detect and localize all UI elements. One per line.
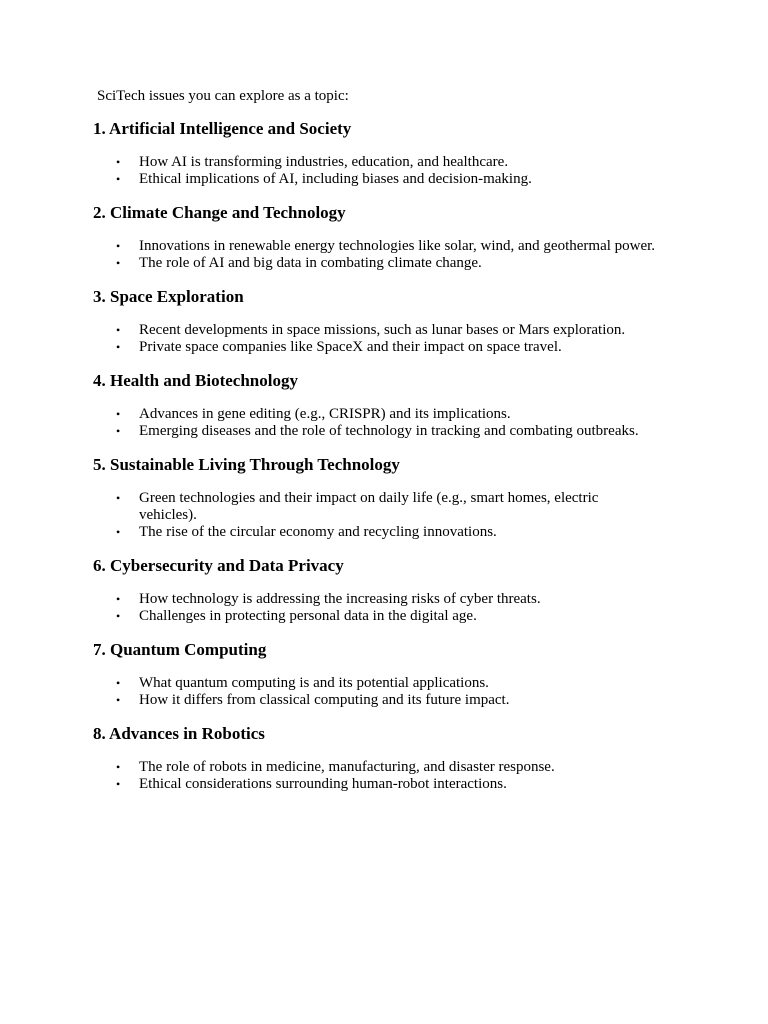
bullet-list [93,675,693,709]
section-quantum-computing [93,640,693,709]
list-item [93,692,693,709]
list-item [93,423,693,440]
bullet-icon: • [116,424,121,438]
list-item-text: Recent developments in space missions, such as lunar bases or Mars exploration. [139,322,626,338]
list-item [93,406,693,423]
bullet-icon: • [116,693,121,707]
section-health-biotech [93,371,693,440]
list-item [93,171,693,188]
list-item-text: The role of AI and big data in combating climate change. [139,255,482,271]
bullet-list [93,759,693,793]
bullet-icon: • [116,323,121,337]
list-item-text: Ethical considerations surrounding human-robot interactions. [139,776,507,792]
bullet-list [93,490,693,541]
section-heading: 4. Health and Biotechnology [93,371,298,390]
bullet-list [93,322,693,356]
bullet-icon: • [116,340,121,354]
section-sustainable-living [93,455,693,541]
bullet-icon: • [116,407,121,421]
section-heading: 1. Artificial Intelligence and Society [93,119,352,138]
bullet-icon: • [116,525,121,539]
bullet-icon: • [116,256,121,270]
document-page [93,87,693,808]
list-item [93,759,693,776]
section-heading: 3. Space Exploration [93,287,244,306]
bullet-list [93,591,693,625]
list-item-text: Green technologies and their impact on daily life (e.g., smart homes, electric vehicles). [139,490,599,523]
section-robotics [93,724,693,793]
list-item-text: Emerging diseases and the role of technology in tracking and combating outbreaks. [139,423,639,439]
list-item-text: The role of robots in medicine, manufacturing, and disaster response. [139,759,555,775]
section-heading: 2. Climate Change and Technology [93,203,346,222]
list-item [93,154,693,171]
bullet-icon: • [116,172,121,186]
list-item [93,322,693,339]
section-climate-tech [93,203,693,272]
list-item [93,608,693,625]
section-heading: 7. Quantum Computing [93,640,267,659]
intro-text: SciTech issues you can explore as a topic: [97,88,349,104]
list-item-text: Private space companies like SpaceX and their impact on space travel. [139,339,562,355]
list-item [93,524,693,541]
list-item-text: Ethical implications of AI, including biases and decision-making. [139,171,532,187]
list-item [93,776,693,793]
list-item [93,238,693,255]
list-item-text: What quantum computing is and its potential applications. [139,675,489,691]
list-item-text: The rise of the circular economy and recycling innovations. [139,524,497,540]
section-cybersecurity [93,556,693,625]
section-space-exploration [93,287,693,356]
list-item-text: Innovations in renewable energy technologies like solar, wind, and geothermal power. [139,238,656,254]
bullet-list [93,238,693,272]
list-item-text: How AI is transforming industries, education, and healthcare. [139,154,509,170]
bullet-icon: • [116,239,121,253]
bullet-icon: • [116,760,121,774]
bullet-icon: • [116,609,121,623]
bullet-list [93,154,693,188]
bullet-icon: • [116,777,121,791]
list-item [93,591,693,608]
section-heading: 6. Cybersecurity and Data Privacy [93,556,344,575]
bullet-icon: • [116,155,121,169]
list-item-text: Advances in gene editing (e.g., CRISPR) and its implications. [139,406,511,422]
list-item-text: How it differs from classical computing and its future impact. [139,692,510,708]
bullet-list [93,406,693,440]
section-heading: 5. Sustainable Living Through Technology [93,455,400,474]
list-item [93,339,693,356]
bullet-icon: • [116,491,121,505]
list-item [93,675,693,692]
bullet-icon: • [116,676,121,690]
section-heading: 8. Advances in Robotics [93,724,265,743]
list-item-text: Challenges in protecting personal data in the digital age. [139,608,477,624]
section-ai-society [93,119,693,188]
list-item [93,255,693,272]
list-item [93,490,693,524]
bullet-icon: • [116,592,121,606]
list-item-text: How technology is addressing the increasing risks of cyber threats. [139,591,541,607]
